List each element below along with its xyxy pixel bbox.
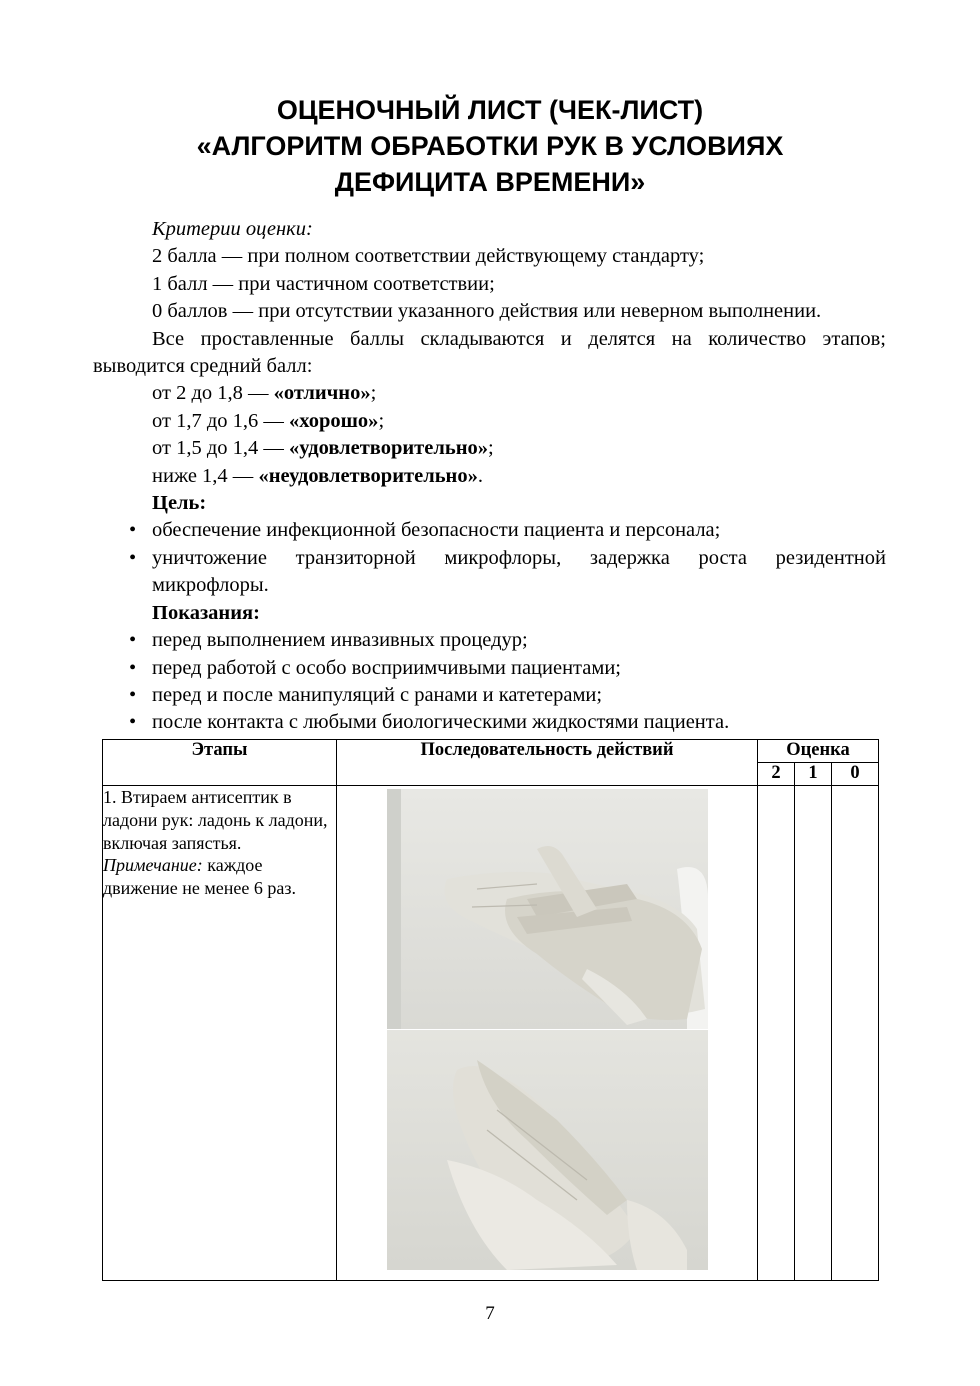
note-label: Примечание: <box>103 855 203 876</box>
document-body <box>93 216 886 737</box>
indication-item <box>93 655 886 682</box>
header-score: Оценка <box>758 740 879 763</box>
goal-item <box>93 517 886 544</box>
grade-range: ниже 1,4 — <box>152 464 259 487</box>
grade-label: «отлично» <box>273 382 371 405</box>
bullet-dot-icon: • <box>129 711 137 734</box>
grade-end: ; <box>488 437 494 460</box>
actions-cell <box>337 786 758 1281</box>
bullet-dot-icon: • <box>129 656 137 679</box>
header-stages: Этапы <box>103 740 337 786</box>
criteria-item: 0 баллов — при отсутствии указанного действия или неверном выполнении. <box>152 300 822 323</box>
indication-item <box>93 627 886 654</box>
page-title <box>90 92 890 200</box>
criteria-item: 1 балл — при частичном соответствии; <box>152 272 495 295</box>
checklist-table <box>102 739 879 1281</box>
goal-item-text: обеспечение инфекционной безопасности пациента и персонала; <box>152 519 721 542</box>
grade-line <box>93 380 886 407</box>
header-score-1: 1 <box>795 763 832 786</box>
table-row <box>103 786 879 1281</box>
indication-item <box>93 709 886 736</box>
grade-end: ; <box>378 409 385 432</box>
title-line-2: «АЛГОРИТМ ОБРАБОТКИ РУК В УСЛОВИЯХ <box>196 131 784 161</box>
indications-heading: Показания: <box>152 601 260 624</box>
hands-photo-1-image <box>387 789 708 1029</box>
indication-item-text: перед выполнением инвазивных процедур; <box>152 629 528 652</box>
grade-line <box>93 435 886 462</box>
grade-line <box>93 463 886 490</box>
goal-heading: Цель: <box>152 492 207 515</box>
bullet-dot-icon: • <box>129 546 137 569</box>
score-2-cell[interactable] <box>758 786 795 1281</box>
indication-item-text: после контакта с любыми биологическими жидкостями пациента. <box>152 711 730 734</box>
bullet-dot-icon: • <box>129 519 137 542</box>
grade-end: . <box>477 464 483 487</box>
grade-range: от 1,5 до 1,4 — <box>152 437 289 460</box>
grade-end: ; <box>370 382 377 405</box>
note-text: каждое движение не менее 6 раз. <box>103 855 296 899</box>
grade-label: «неудовлетворительно» <box>258 464 478 487</box>
header-actions: Последовательность действий <box>337 740 758 786</box>
stage-text: 1. Втираем антисептик в ладони рук: ладонь к ладони, включая запястья. <box>103 787 328 853</box>
indication-item <box>93 682 886 709</box>
grade-range: от 1,7 до 1,6 — <box>152 409 289 432</box>
grade-label: «хорошо» <box>289 409 379 432</box>
grade-label: «удовлетворительно» <box>289 437 489 460</box>
criteria-summary: Все проставленные баллы складываются и делятся на количество этапов; выводится средний балл: <box>93 327 886 378</box>
header-score-0: 0 <box>832 763 879 786</box>
criteria-heading: Критерии оценки: <box>152 218 313 240</box>
score-1-cell[interactable] <box>795 786 832 1281</box>
bullet-dot-icon: • <box>129 629 137 652</box>
indication-item-text: перед и после манипуляций с ранами и катетерами; <box>152 683 603 706</box>
page-number: 7 <box>485 1303 495 1324</box>
grade-line <box>93 408 886 435</box>
title-line-3: ДЕФИЦИТА ВРЕМЕНИ» <box>334 167 646 197</box>
hands-photo-2 <box>387 1030 708 1270</box>
indication-item-text: перед работой с особо восприимчивыми пациентами; <box>152 656 621 679</box>
hands-photo-2-image <box>387 1030 708 1270</box>
header-score-2: 2 <box>758 763 795 786</box>
grade-range: от 2 до 1,8 — <box>152 382 274 405</box>
stage-cell <box>103 786 337 1281</box>
title-line-1: ОЦЕНОЧНЫЙ ЛИСТ (ЧЕК-ЛИСТ) <box>276 95 704 125</box>
score-0-cell[interactable] <box>832 786 879 1281</box>
bullet-dot-icon: • <box>129 683 137 706</box>
goal-item <box>93 545 886 600</box>
goal-item-text: уничтожение транзиторной микрофлоры, задержка роста резидентной микрофлоры. <box>152 546 886 597</box>
table-header-row <box>103 740 879 763</box>
hands-photo-1 <box>387 789 708 1029</box>
criteria-item: 2 балла — при полном соответствии действующему стандарту; <box>152 245 705 268</box>
